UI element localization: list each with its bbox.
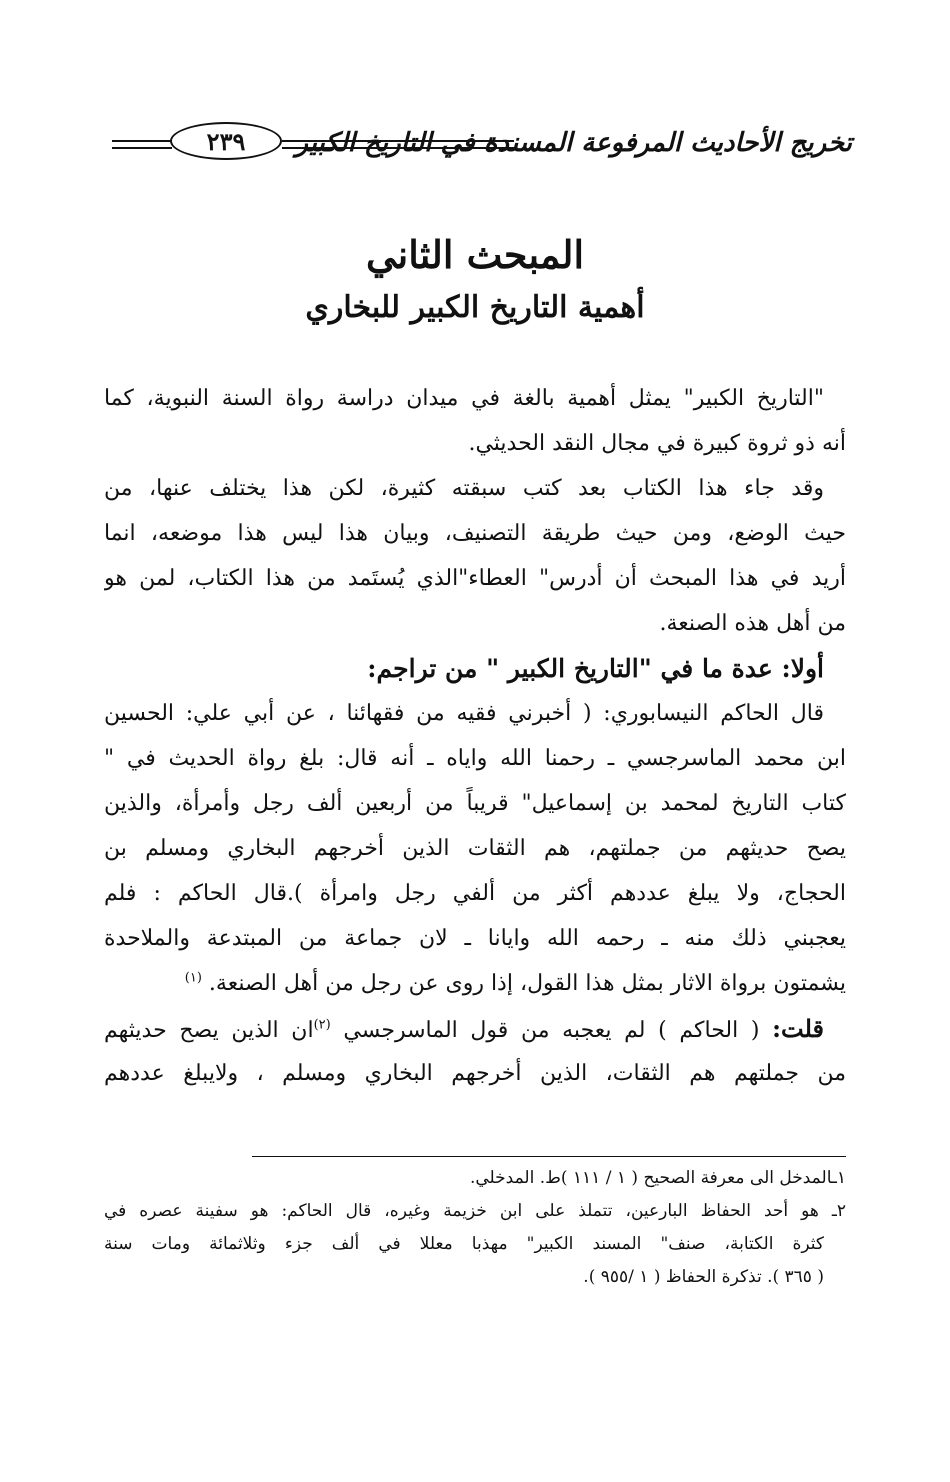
text-line: كتاب التاريخ لمحمد بن إسماعيل" قريباً من أربعين ألف رجل وأمرأة، والذين (104, 791, 846, 816)
footnotes (104, 1162, 846, 1294)
lead-word: قلت: (772, 1014, 825, 1043)
text-line: قال الحاكم النيسابوري: ( أخبرني فقيه من فقهائنا ، عن أبي علي: الحسين (104, 701, 824, 726)
text-line: من أهل هذه الصنعة. (659, 611, 846, 636)
text-line-content: ( الحاكم ) لم يعجبه من قول الماسرجسي (343, 1018, 760, 1043)
text-line-content: يشمتون برواة الاثار بمثل هذا القول، إذا روى عن رجل من أهل الصنعة. (208, 971, 846, 996)
paragraph-4 (104, 1006, 846, 1096)
text-line: يعجبني ذلك منه ـ رحمه الله وايانا ـ لان جماعة من المبتدعة والملاحدة (104, 926, 846, 951)
footnote-separator (252, 1156, 846, 1157)
footnote-ref-2: (٢) (313, 1017, 331, 1033)
footnote-1: ١ـالمدخل الى معرفة الصحيح ( ١ / ١١١ )ط. المدخلي. (469, 1168, 846, 1188)
footnote-ref-1: (١) (184, 970, 202, 986)
footnote-2: ٢ـ هو أحد الحفاظ البارعين، تتملذ على ابن خزيمة وغيره، قال الحاكم: هو سفينة عصره في (104, 1201, 846, 1221)
section-title: المبحث الثاني (365, 232, 585, 277)
paragraph-2 (104, 466, 846, 646)
text-line: "التاريخ الكبير" يمثل أهمية بالغة في ميدان دراسة رواة السنة النبوية، كما (104, 386, 824, 411)
paragraph-3 (104, 691, 846, 1006)
text-line: أنه ذو ثروة كبيرة في مجال النقد الحديثي. (468, 431, 846, 456)
running-title: تخريج الأحاديث المرفوعة المسندة في التاريخ الكبير (295, 128, 852, 158)
header-rule-left (112, 140, 172, 150)
paragraph-1 (104, 376, 846, 466)
text-line (104, 1006, 846, 1051)
text-line: من جملتهم هم الثقات، الذين أخرجهم البخاري ومسلم ، ولايبلغ عددهم (104, 1061, 846, 1086)
text-line: وقد جاء هذا الكتاب بعد كتب سبقته كثيرة، لكن هذا يختلف عنها، من (104, 476, 824, 501)
text-line: الحجاج، ولا يبلغ عددهم أكثر من ألفي رجل وامرأة ).قال الحاكم : فلم (104, 881, 846, 906)
text-line: ابن محمد الماسرجسي ـ رحمنا الله واياه ـ أنه قال: بلغ رواة الحديث في " (104, 746, 846, 771)
page-number: ٢٣٩ (170, 122, 282, 160)
text-line (104, 961, 846, 1006)
subheading-line (104, 646, 846, 691)
text-line: أريد في هذا المبحث أن أدرس" العطاء"الذي يُستَمد من هذا الكتاب، لمن هو (104, 566, 846, 591)
body-text (104, 376, 846, 1096)
running-header (112, 118, 852, 174)
text-line: يصح حديثهم من جملتهم، هم الثقات الذين أخرجهم البخاري ومسلم بن (104, 836, 846, 861)
footnote-2-continued: ( ٣٦٥ ). تذكرة الحفاظ ( ١ /٩٥٥ ). (583, 1267, 824, 1287)
footnote-2-continued: كثرة الكتابة، صنف" المسند الكبير" مهذبا معللا في ألف جزء وثلاثمائة ومات سنة (104, 1234, 824, 1254)
text-line-content: ان الذين يصح حديثهم (104, 1018, 314, 1043)
subheading: أولا: عدة ما في "التاريخ الكبير " من تراجم: (367, 654, 824, 683)
text-line: حيث الوضع، ومن حيث طريقة التصنيف، وبيان هذا ليس هذا موضعه، انما (104, 521, 846, 546)
section-subtitle: أهمية التاريخ الكبير للبخاري (305, 290, 645, 325)
